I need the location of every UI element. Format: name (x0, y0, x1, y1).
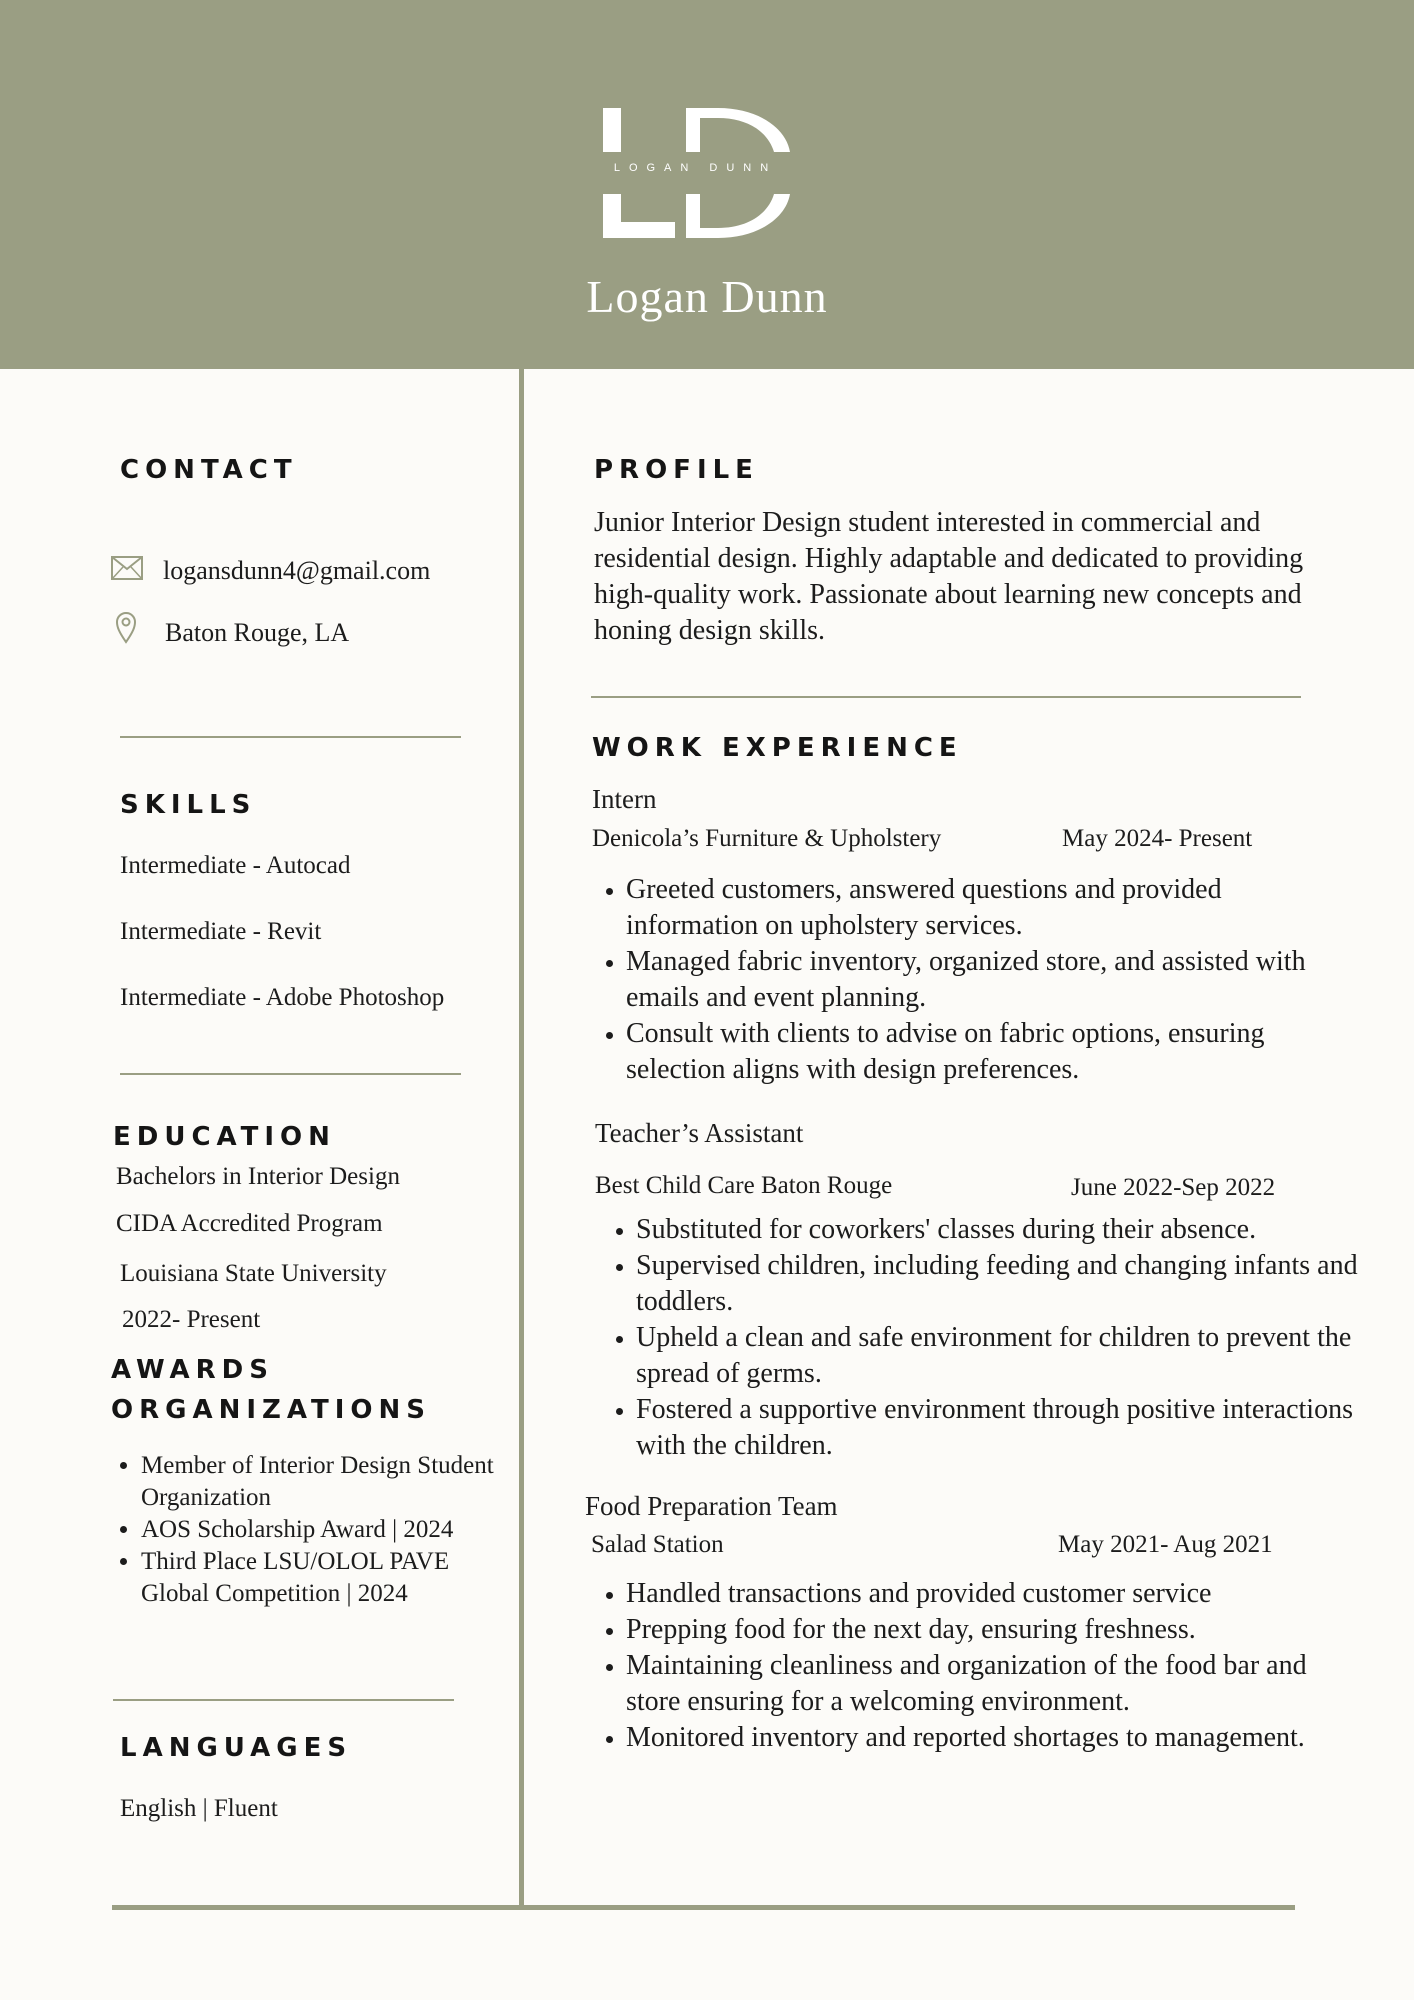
skill-item: Intermediate - Autocad (120, 852, 351, 879)
column-divider (519, 369, 524, 1908)
divider (591, 696, 1301, 698)
header-banner (0, 0, 1414, 369)
list-item: • Handled transactions and provided customer service (626, 1576, 1356, 1612)
awards-list (112, 1450, 501, 1610)
job-dates: June 2022-Sep 2022 (1071, 1174, 1276, 1201)
list-item: • Third Place LSU/OLOL PAVE Global Competition | 2024 (141, 1546, 501, 1610)
divider (120, 736, 461, 738)
work-experience-heading: WORK EXPERIENCE (592, 733, 963, 763)
list-item: • Fostered a supportive environment through positive interactions with the children. (636, 1392, 1366, 1464)
skill-item: Intermediate - Revit (120, 918, 322, 945)
bottom-rule (112, 1905, 1295, 1910)
language-item: English | Fluent (120, 1795, 278, 1822)
education-line: Bachelors in Interior Design (116, 1163, 400, 1190)
divider (113, 1699, 454, 1701)
job-title: Teacher’s Assistant (595, 1118, 804, 1148)
list-item: • Monitored inventory and reported shortages to management. (626, 1720, 1356, 1756)
awards-heading: AWARDS (111, 1355, 274, 1385)
languages-heading: LANGUAGES (120, 1733, 353, 1763)
list-item: • AOS Scholarship Award | 2024 (141, 1514, 501, 1546)
location-text: Baton Rouge, LA (165, 618, 350, 647)
list-item: • Substituted for coworkers' classes during their absence. (636, 1212, 1366, 1248)
skills-heading: SKILLS (120, 790, 257, 820)
divider (120, 1073, 461, 1075)
email-link[interactable]: logansdunn4@gmail.com (163, 556, 431, 585)
location-pin-icon (115, 611, 137, 644)
education-line: CIDA Accredited Program (116, 1210, 383, 1237)
organizations-heading: ORGANIZATIONS (111, 1395, 431, 1425)
list-item: • Greeted customers, answered questions and provided information on upholstery services. (626, 872, 1356, 944)
education-dates: 2022- Present (122, 1306, 261, 1333)
job-bullets (592, 1576, 1356, 1756)
job-dates: May 2024- Present (1062, 825, 1253, 852)
list-item: • Member of Interior Design Student Organization (141, 1450, 501, 1514)
job-company: Best Child Care Baton Rouge (595, 1172, 893, 1199)
logo-text: LOGAN DUNN (613, 162, 778, 174)
job-bullets (592, 872, 1356, 1088)
education-heading: EDUCATION (113, 1122, 336, 1152)
profile-heading: PROFILE (594, 455, 759, 485)
list-item: • Consult with clients to advise on fabric options, ensuring selection aligns with design preferences. (626, 1016, 1356, 1088)
page-title: Logan Dunn (586, 271, 828, 322)
contact-heading: CONTACT (120, 455, 298, 485)
job-title: Food Preparation Team (585, 1491, 838, 1521)
job-company: Denicola’s Furniture & Upholstery (592, 825, 942, 852)
list-item: • Upheld a clean and safe environment for children to prevent the spread of germs. (636, 1320, 1366, 1392)
list-item: • Prepping food for the next day, ensuring freshness. (626, 1612, 1356, 1648)
skill-item: Intermediate - Adobe Photoshop (120, 984, 445, 1011)
mail-icon (111, 556, 143, 580)
list-item: • Maintaining cleanliness and organization of the food bar and store ensuring for a welcoming environment. (626, 1648, 1356, 1720)
profile-text: Junior Interior Design student interested in commercial and residential design. Highly adaptable and dedicated to providing high-quality work. Passionate about learning new concepts and honing design skills. (594, 507, 1304, 646)
education-line: Louisiana State University (120, 1260, 387, 1287)
logo (598, 106, 793, 240)
job-dates: May 2021- Aug 2021 (1058, 1531, 1273, 1558)
job-company: Salad Station (591, 1531, 724, 1558)
job-bullets (602, 1212, 1366, 1464)
list-item: • Supervised children, including feeding and changing infants and toddlers. (636, 1248, 1366, 1320)
list-item: • Managed fabric inventory, organized store, and assisted with emails and event planning. (626, 944, 1356, 1016)
job-title: Intern (592, 784, 657, 814)
